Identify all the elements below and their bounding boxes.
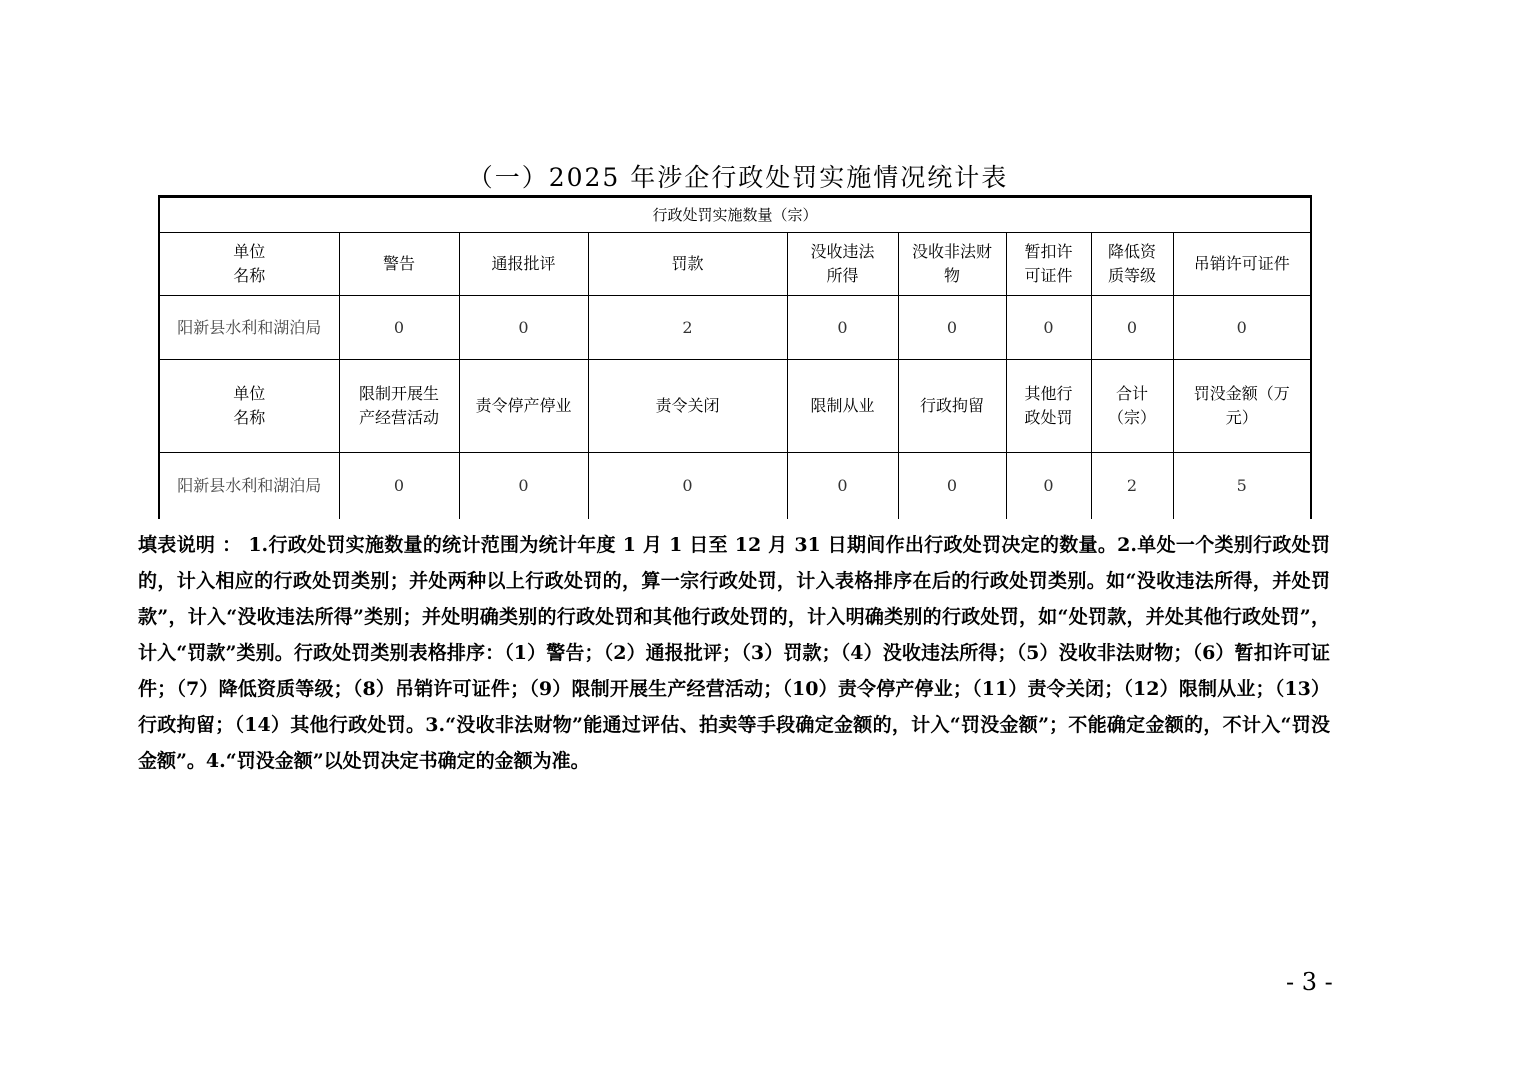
header-cell: 责令关闭 [588, 360, 787, 453]
table-row [159, 296, 1311, 360]
unit-name-cell: 阳新县水利和湖泊局 [159, 296, 339, 360]
header-cell: 降低资 质等级 [1091, 233, 1173, 296]
value-cell: 0 [1006, 296, 1091, 360]
value-cell: 5 [1173, 453, 1311, 520]
penalty-stats-table [158, 195, 1312, 519]
header-cell: 没收违法 所得 [787, 233, 898, 296]
unit-name-cell: 阳新县水利和湖泊局 [159, 453, 339, 520]
value-cell: 0 [339, 296, 459, 360]
header-row-2 [159, 360, 1311, 453]
header-cell: 行政拘留 [898, 360, 1006, 453]
value-cell: 0 [787, 453, 898, 520]
table-row [159, 453, 1311, 520]
value-cell: 0 [898, 453, 1006, 520]
header-cell: 责令停产停业 [459, 360, 588, 453]
header-row-1 [159, 233, 1311, 296]
header-cell: 其他行 政处罚 [1006, 360, 1091, 453]
value-cell: 2 [1091, 453, 1173, 520]
page-title: （一）2025 年涉企行政处罚实施情况统计表 [467, 163, 1009, 192]
header-cell: 限制从业 [787, 360, 898, 453]
table-caption: 行政处罚实施数量（宗） [159, 197, 1311, 233]
header-cell: 吊销许可证件 [1173, 233, 1311, 296]
value-cell: 0 [1006, 453, 1091, 520]
header-cell: 警告 [339, 233, 459, 296]
value-cell: 0 [787, 296, 898, 360]
value-cell: 0 [459, 453, 588, 520]
header-cell: 暂扣许 可证件 [1006, 233, 1091, 296]
value-cell: 0 [459, 296, 588, 360]
page-number: - 3 - [1286, 968, 1333, 996]
header-cell: 单位 名称 [159, 233, 339, 296]
header-cell: 罚款 [588, 233, 787, 296]
header-cell: 没收非法财 物 [898, 233, 1006, 296]
header-cell: 单位 名称 [159, 360, 339, 453]
header-cell: 合计 （宗） [1091, 360, 1173, 453]
fill-instructions: 填表说明 ： 1.行政处罚实施数量的统计范围为统计年度 1 月 1 日至 12 月 31 日期间作出行政处罚决定的数量。2.单处一个类别行政处罚的，计入相应的行政处罚类别；并处两种以上行政处罚的，算一宗行政处罚，计入表格排序在后的行政处罚类别。如“没收违法所得，并处罚款”，计入“没收违法所得”类别；并处明确类别的行政处罚和其他行政处罚的，计入明确类别的行政处罚，如“处罚款，并处其他行政处罚”，计入“罚款”类别。行政处罚类别表格排序：（1）警告；（2）通报批评；（3）罚款；（4）没收违法所得；（5）没收非法财物；（6）暂扣许可证件；（7）降低资质等级；（8）吊销许可证件；（9）限制开展生产经营活动；（10）责令停产停业；（11）责令关闭；（12）限制从业；（13）行政拘留；（14）其他行政处罚。3.“没收非法财物”能通过评估、拍卖等手段确定金额的，计入“罚没金额”；不能确定金额的，不计入“罚没金额”。4.“罚没金额”以处罚决定书确定的金额为准。 [138, 534, 1330, 772]
value-cell: 0 [339, 453, 459, 520]
header-cell: 罚没金额（万 元） [1173, 360, 1311, 453]
value-cell: 0 [1091, 296, 1173, 360]
header-cell: 限制开展生 产经营活动 [339, 360, 459, 453]
value-cell: 0 [898, 296, 1006, 360]
header-cell: 通报批评 [459, 233, 588, 296]
value-cell: 0 [588, 453, 787, 520]
value-cell: 0 [1173, 296, 1311, 360]
value-cell: 2 [588, 296, 787, 360]
